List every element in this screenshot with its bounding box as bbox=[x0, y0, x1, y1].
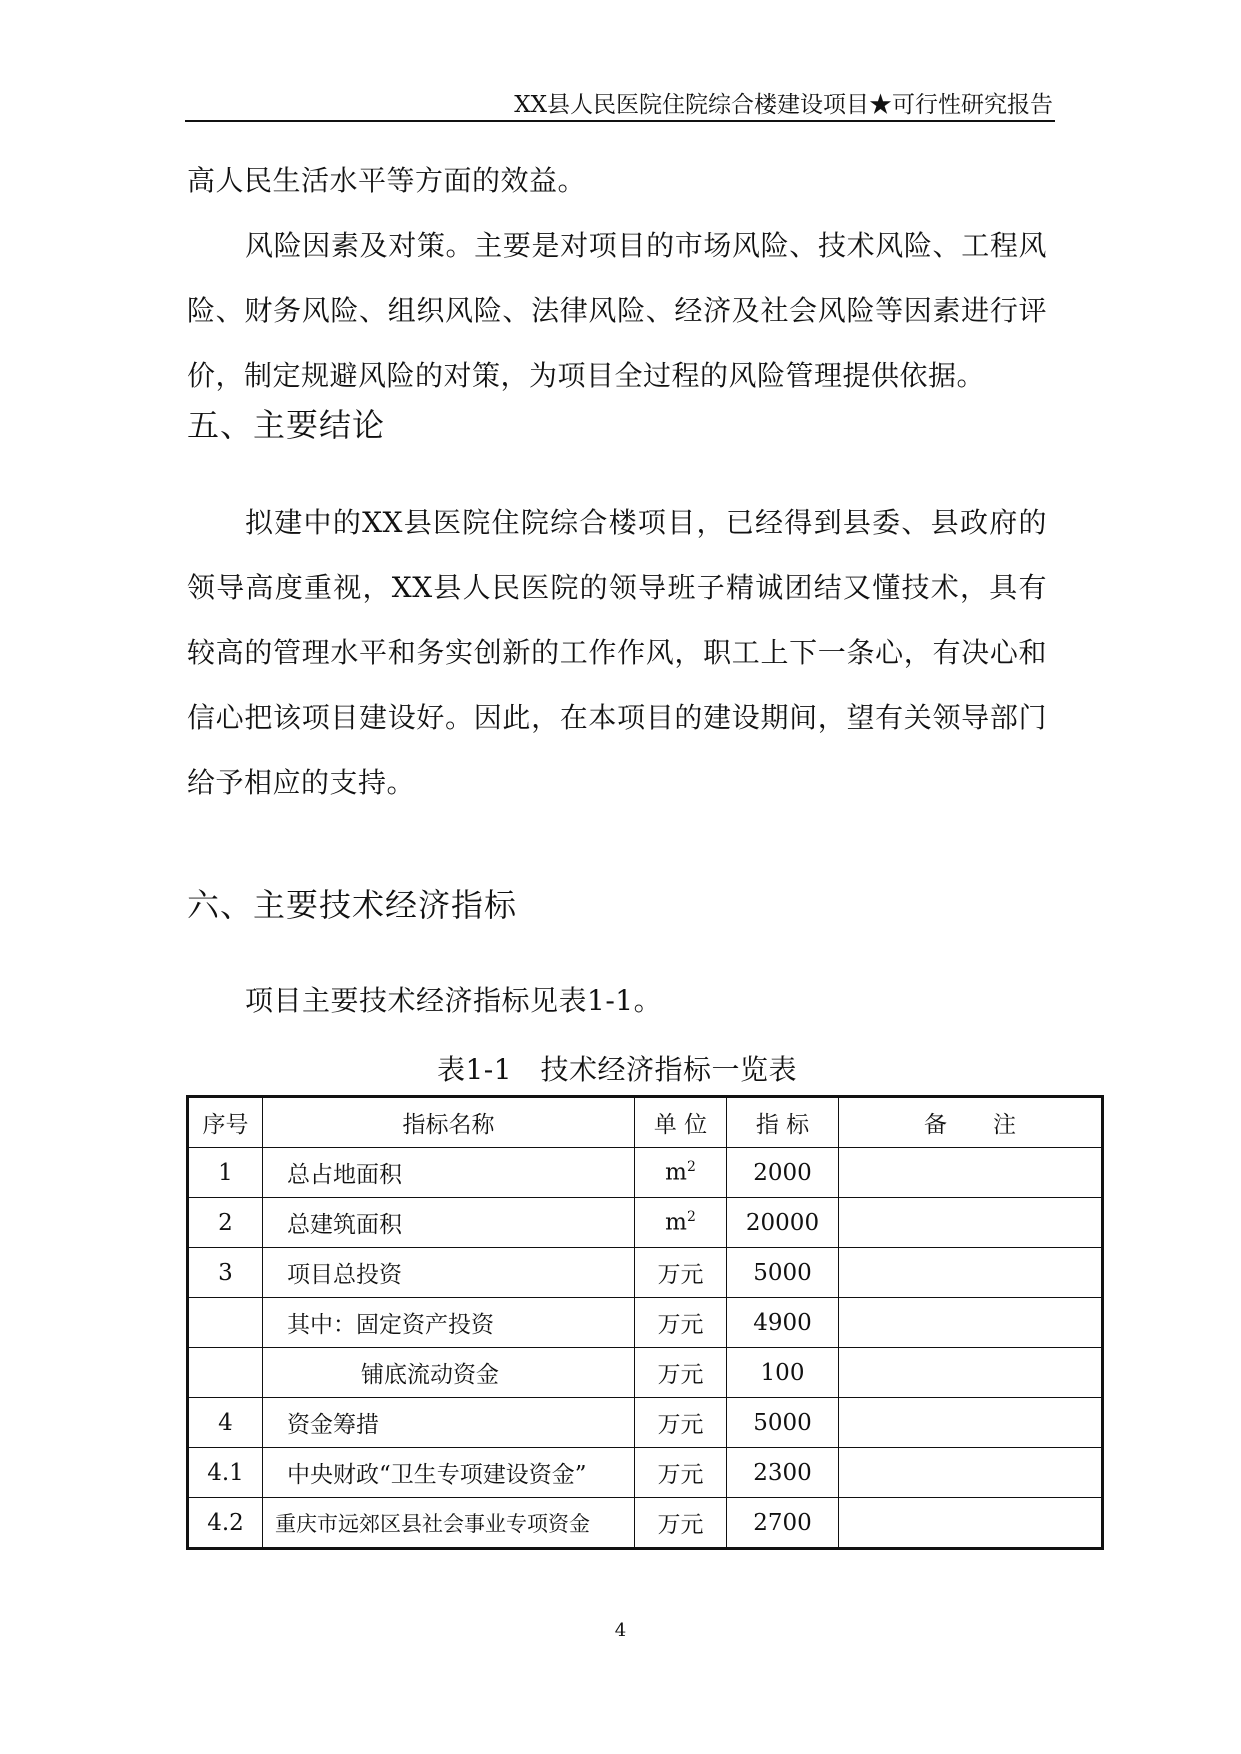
cell-name: 项目总投资 bbox=[263, 1248, 635, 1298]
cell-unit: 万元 bbox=[635, 1448, 727, 1498]
cell-value: 100 bbox=[727, 1348, 839, 1398]
table-row bbox=[188, 1398, 1103, 1448]
cell-value: 2300 bbox=[727, 1448, 839, 1498]
section-title-technical-indicators: 六、主要技术经济指标 bbox=[187, 886, 518, 924]
paragraph-risk-factors: 风险因素及对策。主要是对项目的市场风险、技术风险、工程风险、财务风险、组织风险、法律风险、经济及社会风险等因素进行评价，制定规避风险的对策，为项目全过程的风险管理提供依据。 bbox=[187, 229, 1047, 392]
cell-note bbox=[839, 1448, 1103, 1498]
cell-unit bbox=[635, 1148, 727, 1198]
page-number: 4 bbox=[614, 1620, 627, 1641]
cell-unit: 万元 bbox=[635, 1498, 727, 1549]
paragraph-conclusions: 拟建中的XX县医院住院综合楼项目，已经得到县委、县政府的领导高度重视，XX县人民医院的领导班子精诚团结又懂技术，具有较高的管理水平和务实创新的工作作风，职工上下一条心，有决心和信心把该项目建设好。因此，在本项目的建设期间，望有关领导部门给予相应的支持。 bbox=[187, 506, 1047, 799]
cell-unit: 万元 bbox=[635, 1298, 727, 1348]
table-row bbox=[188, 1448, 1103, 1498]
cell-unit: 万元 bbox=[635, 1348, 727, 1398]
header-title: XX县人民医院住院综合楼建设项目★可行性研究报告 bbox=[514, 92, 1053, 118]
technical-indicators-table bbox=[186, 1095, 1104, 1550]
cell-name: 总占地面积 bbox=[263, 1148, 635, 1198]
table-row bbox=[188, 1198, 1103, 1248]
cell-note bbox=[839, 1148, 1103, 1198]
cell-seq: 3 bbox=[188, 1248, 263, 1298]
header-unit: 单 位 bbox=[635, 1097, 727, 1148]
unit-superscript: 2 bbox=[686, 1159, 696, 1176]
cell-value: 2700 bbox=[727, 1498, 839, 1549]
cell-name: 其中：固定资产投资 bbox=[263, 1298, 635, 1348]
header-name: 指标名称 bbox=[263, 1097, 635, 1148]
cell-seq: 2 bbox=[188, 1198, 263, 1248]
cell-note bbox=[839, 1398, 1103, 1448]
table-caption: 表1-1 技术经济指标一览表 bbox=[436, 1053, 798, 1086]
table-header-row bbox=[188, 1097, 1103, 1148]
cell-note bbox=[839, 1248, 1103, 1298]
table-row bbox=[188, 1348, 1103, 1398]
cell-unit bbox=[635, 1198, 727, 1248]
cell-note bbox=[839, 1348, 1103, 1398]
paragraph-benefits-end: 高人民生活水平等方面的效益。 bbox=[187, 164, 587, 197]
cell-value: 20000 bbox=[727, 1198, 839, 1248]
cell-note bbox=[839, 1298, 1103, 1348]
cell-seq bbox=[188, 1348, 263, 1398]
cell-name: 中央财政“卫生专项建设资金” bbox=[263, 1448, 635, 1498]
section-title-main-conclusions: 五、主要结论 bbox=[187, 406, 386, 444]
cell-unit: 万元 bbox=[635, 1248, 727, 1298]
cell-seq: 4.1 bbox=[188, 1448, 263, 1498]
cell-seq bbox=[188, 1298, 263, 1348]
cell-seq: 4 bbox=[188, 1398, 263, 1448]
cell-value: 5000 bbox=[727, 1248, 839, 1298]
unit-text: m bbox=[665, 1209, 687, 1236]
unit-text: m bbox=[665, 1159, 687, 1186]
header-note: 备 注 bbox=[839, 1097, 1103, 1148]
cell-name: 总建筑面积 bbox=[263, 1198, 635, 1248]
cell-value: 4900 bbox=[727, 1298, 839, 1348]
header-seq: 序号 bbox=[188, 1097, 263, 1148]
cell-seq: 4.2 bbox=[188, 1498, 263, 1549]
table-row bbox=[188, 1148, 1103, 1198]
cell-seq: 1 bbox=[188, 1148, 263, 1198]
cell-name: 资金筹措 bbox=[263, 1398, 635, 1448]
cell-note bbox=[839, 1198, 1103, 1248]
page-header bbox=[185, 86, 1055, 122]
cell-name: 重庆市远郊区县社会事业专项资金 bbox=[263, 1498, 635, 1549]
table-row bbox=[188, 1248, 1103, 1298]
header-value: 指 标 bbox=[727, 1097, 839, 1148]
cell-note bbox=[839, 1498, 1103, 1549]
cell-value: 5000 bbox=[727, 1398, 839, 1448]
table-row bbox=[188, 1298, 1103, 1348]
table-row bbox=[188, 1498, 1103, 1549]
paragraph-table-reference: 项目主要技术经济指标见表1-1。 bbox=[245, 984, 663, 1017]
cell-name: 铺底流动资金 bbox=[263, 1348, 635, 1398]
cell-unit: 万元 bbox=[635, 1398, 727, 1448]
unit-superscript: 2 bbox=[686, 1209, 696, 1226]
cell-value: 2000 bbox=[727, 1148, 839, 1198]
